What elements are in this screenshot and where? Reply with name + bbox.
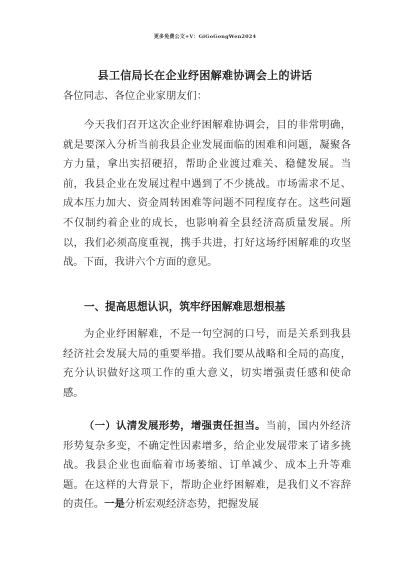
header-note: 更多免费公文+V：GiGoGongWen2024: [153, 34, 257, 40]
section-heading-1: 一、提高思想认识，筑牢纾困解难思想根基: [84, 301, 286, 313]
paragraph-intro: 今天我们召开这次企业纾困解难协调会，目的非常明确，就是要深入分析当前我县企业发展面临的困难和问题，凝聚各方力量，拿出实招硬招，帮助企业渡过难关、稳健发展。当前，我县企业在发展过程中遇到了不少挑战。市场需求不足、成本压力加大、资金周转困难等问题不同程度存在。这些问题不仅制约着企业的成长，也影响着全县经济高质量发展。所以，我们必须高度重视，携手共进，打好这场纾困解难的攻坚战。下面，我讲六个方面的意见。: [63, 119, 351, 269]
point-one-marker: 一是: [104, 498, 125, 511]
document-title: 县工信局长在企业纾困解难协调会上的讲话: [97, 69, 313, 82]
subsection-body: 当前，国内外经济形势复杂多变，不确定性因素增多，给企业发展带来了诸多挑战。我县企业也面临着市场萎缩、订单减少、成本上升等难题。在这样的大背景下，帮助企业纾困解难，是我们义不容辞的责任。: [63, 420, 352, 511]
salutation: 各位同志、各位企业家朋友们：: [63, 90, 208, 102]
paragraph-section-1: 为企业纾困解难，不是一句空洞的口号，而是关系到我县经济社会发展大局的重要举措。我们要从战略和全局的高度，充分认识做好这项工作的重大意义，切实增强责任感和使命感。: [63, 328, 351, 399]
subsection-tail: 分析宏观经济态势，把握发展: [124, 498, 259, 511]
subsection-lead: （一）认清发展形势，增强责任担当。: [84, 420, 266, 432]
paragraph-subsection-1: [63, 417, 351, 515]
